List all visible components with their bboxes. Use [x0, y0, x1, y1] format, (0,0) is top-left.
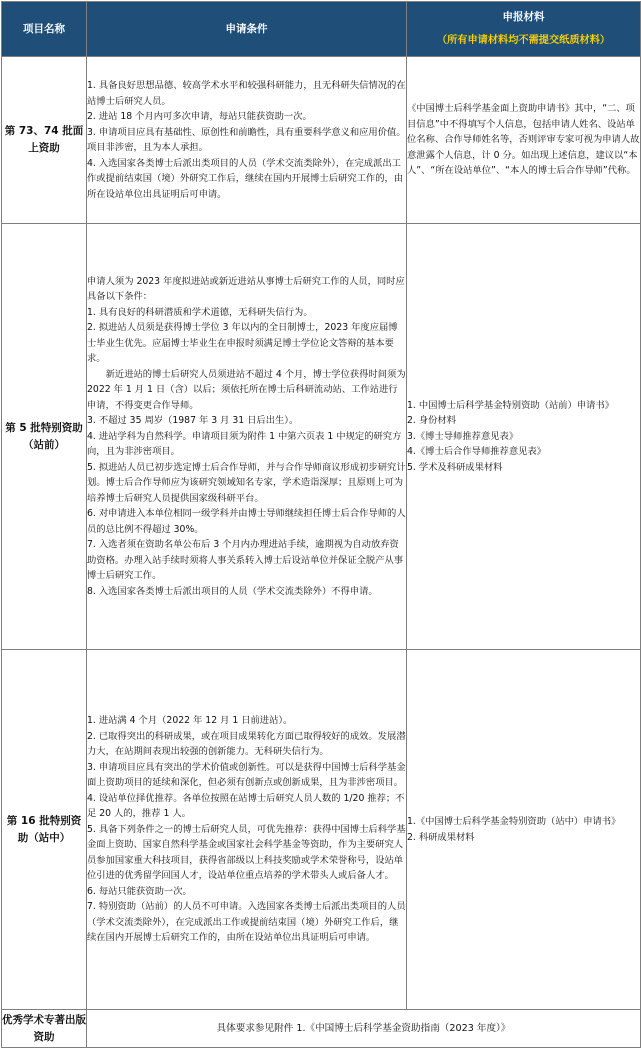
- condition-item: 3. 不超过 35 周岁（1987 年 3 月 31 日后出生）。: [87, 415, 299, 427]
- header-row: [2, 2, 641, 57]
- header-materials: [407, 2, 641, 57]
- material-item: 2. 身份材料: [407, 415, 457, 427]
- materials-cell: [407, 57, 641, 224]
- condition-item: 8. 入选国家各类博士后派出项目的人员（学术交流类除外）不得申请。: [87, 585, 378, 597]
- material-item: 3.《博士导师推荐意见表》: [407, 430, 519, 442]
- table-row-special-pre-station: [2, 224, 641, 650]
- condition-item: 4. 设站单位择优推荐。各单位按照在站博士后研究人员人数的 1/20 推荐；不足 20 人的，推荐 1 人。: [87, 792, 405, 820]
- condition-item: 6. 每站只能获资助一次。: [87, 885, 192, 897]
- condition-item: 4. 入选国家各类博士后派出类项目的人员（学术交流类除外），在完成派出工作或提前结束国（境）外研究工作后，继续在国内开展博士后研究工作的，由所在设站单位出具证明后可申请。: [87, 157, 404, 200]
- conditions-cell: [87, 57, 407, 224]
- table-row-special-in-station: [2, 650, 641, 1010]
- project-name: 第 16 批特别资助（站中）: [2, 650, 87, 1010]
- condition-item: 1. 具有良好的科研潜质和学术道德，无科研失信行为。: [87, 306, 313, 318]
- requirements-note: 具体要求参见附件 1.《中国博士后科学基金资助指南（2023 年度）》: [87, 1010, 641, 1048]
- condition-item: 7. 特别资助（站前）的人员不可申请。入选国家各类博士后派出类项目的人员（学术交流类除外），在完成派出工作或提前结束国（境）外研究工作后，继续在国内开展博士后研究工作的，由所在设站单位出具证明后可申请。: [87, 901, 406, 944]
- condition-item: 3. 申请项目应具有基础性、原创性和前瞻性，具有重要科学意义和应用价值。项目非涉密，且为本人承担。: [87, 126, 406, 153]
- condition-item: 1. 进站满 4 个月（2022 年 12 月 1 日前进站）。: [87, 715, 293, 727]
- project-name: 优秀学术专著出版资助: [2, 1010, 87, 1048]
- material-item: 1.《中国博士后科学基金特别资助（站中）申请书》: [407, 816, 621, 827]
- project-name: 第 5 批特别资助（站前）: [2, 224, 87, 650]
- condition-item: 7. 入选者须在资助名单公布后 3 个月内办理进站手续，逾期视为自动放弃资助资格。办理入站手续时须将人事关系转入博士后设站单位并保证全脱产从事博士后研究工作。: [87, 539, 404, 582]
- materials-cell: [407, 650, 641, 1010]
- condition-item: 6. 对申请进入本单位相同一级学科并由博士导师继续担任博士后合作导师的人员的总比例不得超过 30%。: [87, 508, 406, 535]
- material-item: 《中国博士后科学基金面上资助申请书》其中，“二、项目信息”中不得填写个人信息，包括申请人姓名、设站单位名称、合作导师姓名等，否则评审专家可视为申请人故意泄露个人信息，计 0 分。如出现上述信息，建议以“本人”、“所在设站单位”、“本人的博士后合作导师”代称。: [407, 103, 640, 177]
- material-item: 5. 学术及科研成果材料: [407, 461, 503, 473]
- condition-item: 申请人须为 2023 年度拟进站或新近进站从事博士后研究工作的人员，同时应具备以下条件：: [87, 275, 405, 303]
- header-materials-title: 申报材料: [502, 11, 545, 23]
- condition-item: 1. 具备良好思想品德、较高学术水平和较强科研能力，且无科研失信情况的在站博士后研究人员。: [87, 80, 406, 107]
- table-row-general-funding: [2, 57, 641, 224]
- condition-item: 新近进站的博士后研究人员须进站不超过 4 个月，博士学位获得时间须为 2022 年 1 月 1 日（含）以后；须依托所在博士后科研流动站、工作站进行申请，不得变更合作导师。: [87, 368, 406, 411]
- condition-item: 5. 具备下列条件之一的博士后研究人员，可优先推荐：获得中国博士后科学基金面上资助、国家自然科学基金或国家社会科学基金等资助，作为主要研究人员参加国家重大科技项目，获得省部级以上科技奖励或学术荣誉称号，设站单位引进的优秀留学回国人才，设站单位重点培养的学术带头人或后备人才。: [87, 823, 406, 882]
- condition-item: 2. 拟进站人员须是获得博士学位 3 年以内的全日制博士，2023 年度应届博士毕业生优先。应届博士毕业生在申报时须满足博士学位论文答辩的基本要求。: [87, 322, 398, 365]
- condition-item: 5. 拟进站人员已初步选定博士后合作导师，并与合作导师商议形成初步研究计划。博士后合作导师应为该研究领域知名专家，学术造诣深厚；且原则上可为培养博士后研究人员提供国家级科研平台。: [87, 461, 406, 504]
- project-name: 第 73、74 批面上资助: [2, 57, 87, 224]
- materials-cell: [407, 224, 641, 650]
- table-row-monograph-publication: [2, 1010, 641, 1048]
- condition-item: 2. 进站 18 个月内可多次申请，每站只能获资助一次。: [87, 111, 312, 122]
- material-item: 4.《博士后合作导师推荐意见表》: [407, 446, 547, 458]
- header-project-name: 项目名称: [2, 2, 87, 57]
- condition-item: 2. 已取得突出的科研成果，或在项目成果转化方面已取得较好的成效。发展潜力大，在站期间表现出较强的创新能力。无科研失信行为。: [87, 730, 406, 758]
- requirements-table: [1, 1, 641, 1048]
- condition-item: 4. 进站学科为自然科学。申请项目须为附件 1 中第六页表 1 中规定的研究方向，且为非涉密项目。: [87, 430, 402, 458]
- header-conditions: 申请条件: [87, 2, 407, 57]
- conditions-cell: [87, 224, 407, 650]
- material-item: 2. 科研成果材料: [407, 831, 475, 843]
- header-materials-note: （所有申请材料均不需提交纸质材料）: [436, 35, 611, 46]
- material-item: 1. 中国博士后科学基金特别资助（站前）申请书》: [407, 399, 615, 411]
- conditions-cell: [87, 650, 407, 1010]
- condition-item: 3. 申请项目应具有突出的学术价值或创新性。可以是获得中国博士后科学基金面上资助项目的延续和深化，但必须有创新点或创新成果，且为非涉密项目。: [87, 761, 406, 789]
